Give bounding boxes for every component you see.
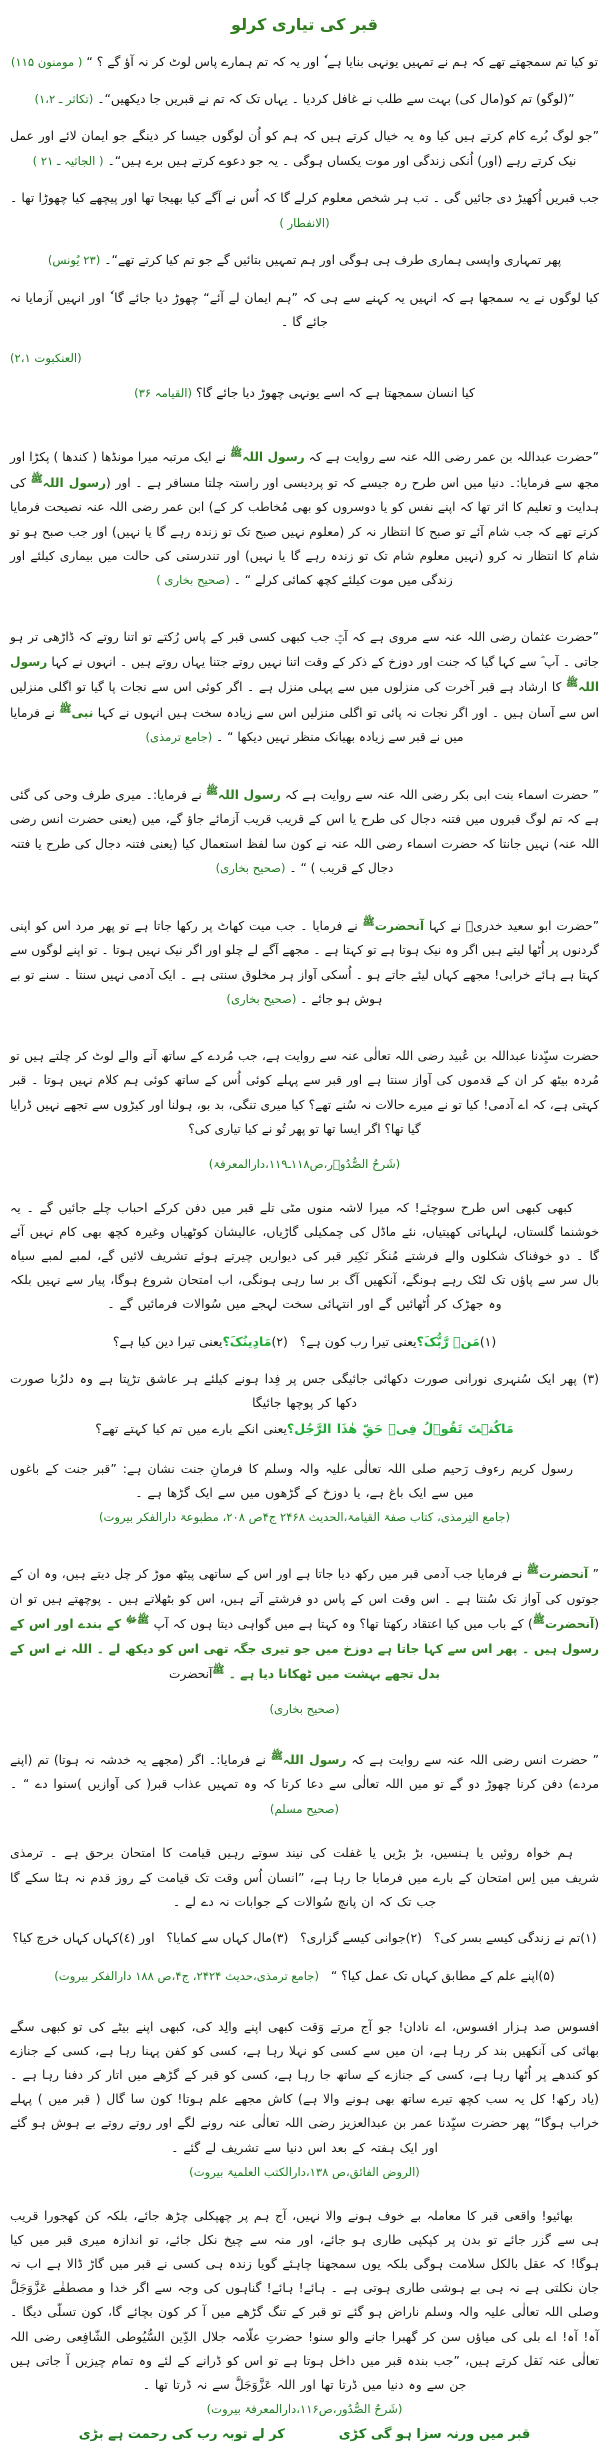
sallallahu-alaihi-wasallam-icon: ﷺ xyxy=(270,1750,283,1762)
verse-text: ”(لوگو) تم کو(مال کی) بہت سے طلب نے غافل کردیا ۔ یہاں تک کہ تم نے قبریں جا دیکھیں“۔ xyxy=(97,91,575,107)
reflection-paragraph: کبھی کبھی اس طرح سوچئے! کہ میرا لاشہ منوں مٹی تلے قبر میں دفن کرکے احباب چلے جائیں گے ۔ یہ خوشنما گلستاں، لہلہاتی کھیتیاں، نئے ماڈل کی چمکیلی گاڑیاں، عالیشان کوٹھیاں وغیرہ کچھ بھی کام نہیں آئے گا ۔ دو خوفناک شکلوں والے فرشتے مُنکَر نَکِیر قبر کی دیواریں چیرتے ہوئے تشریف لائیں گے، لمبے لمبے سیاہ بال سر سے پاؤں تک لٹک رہے ہونگے، آنکھیں آگ بر سا رہی ہونگی، اب امتحان شروع ہوگا، پیار سے نہیں بلکہ وہ جھڑک کر اُٹھائیں گے اور انتہائی سخت لہجے میں سُوالات فرمائیں گے ۔ xyxy=(10,1199,599,1312)
prophet-name: رسول اللہ xyxy=(242,450,305,465)
hadith-part: نے فرمایا:۔ اگر (مجھے یہ خدشہ نہ ہوتا) تم (اپنے مردے) دفن کرنا چھوڑ دو گے تو میں اللہ تعالٰی سے دعا کرتا کہ وہ تمہیں عذاب قبر( کی آوازیں )سنوا دے “ ۔ xyxy=(10,1752,599,1792)
section-spacer xyxy=(10,893,599,901)
azzawajal-icon: ﷻ xyxy=(125,1615,138,1627)
prophet-name: رسول اللہ xyxy=(42,475,106,490)
sallallahu-alaihi-wasallam-icon: ﷺ xyxy=(526,1565,539,1577)
grave-statement-text: رسول کریم رءوف رَحیم صلی اللہ تعالٰی علیہ والہ وسلم کا فرمانِ جنت نشان ہے: ”قبر جنت کے باغوں میں سے ایک باغ ہے، یا دوزخ کے گڑھوں میں سے ایک گڑھا ہے ۔ xyxy=(10,1461,573,1501)
exam-questions-row xyxy=(10,1926,599,1951)
hadith-part: نے فرمایا ۔ جب میت کھاٹ پر رکھا جاتا ہے تو پھر مرد اس کو اپنی گردنوں پر اُٹھا لیتے ہیں اگر وہ نیک ہوتا ہے تو کہتا ہے ۔ مجھے آگے لے چلو اور اگر نیک نہیں ہوتا ۔ تو اپنے لوگوں سے کہتا ہے ہائے خرابی! مجھے کہاں لیئے جاتے ہو ۔ اُسکی آواز ہر مخلوق سنتی ہے ۔ ایک آدمی نہیں سنتا ۔ سنے تو بے ہوش ہو جائے ۔ xyxy=(10,918,599,1007)
closing-section xyxy=(10,2204,599,2420)
section-spacer xyxy=(10,605,599,613)
sallallahu-alaihi-wasallam-icon: ﷺ xyxy=(230,448,243,460)
hadith-part: کی ہدایت و تعلیم کا اثر تھا کہ اپنے نفس کو یا دوسروں کو بھی مُخاطب کر کے) ابن عمر رضی اللہ عنہ نصیحت فرمایا کرتے تھے کہ جب شام آئے تو صبح کا انتظار نہ کر (معلوم نہیں صبح تک تو زندہ رہے گا یا نہیں) اور جب صبح ہو تو شام کا انتظار نہ کرو (نہیں معلوم شام تک تو زندہ رہے گا یا نہیں) اور تندرستی کی حالت میں بیماری کیلئے اور زندگی میں موت کیلئے کچھ کمائی کرلے “ ۔ xyxy=(10,475,599,588)
verse-text: پھر تمہاری واپسی ہماری طرف ہی ہوگی اور ہم تمہیں بتائیں گے جو تم کیا کرتے تھے“۔ xyxy=(104,252,562,268)
exam-intro: ہم خواہ روئیں یا ہنسیں، بڑ بڑیں یا غفلت کی نیند سوتے رہیں قیامت کا امتحان برحق ہے ۔ ترمذی شریف میں اِس امتحان کے بارے میں فرمایا جا رہا ہے، ”انسان اُس وقت تک قیامت کے روز قدم نہ ہٹا سکے گا جب تک کہ ان پانچ سُوالات کے جوابات نہ دے لے ۔ xyxy=(10,1845,599,1909)
hadith-abdullah-bin-ubaid xyxy=(10,1044,599,1175)
sallallahu-alaihi-wasallam-icon: ﷺ xyxy=(59,703,72,715)
section-spacer xyxy=(10,1024,599,1032)
quran-verse xyxy=(10,87,599,112)
verse-text: تو کیا تم سمجھتے تھے کہ ہم نے تمہیں یونہی بنایا ہے ٗ اور یہ کہ تم ہمارے پاس لوٹ کر نہ آؤ گے ؟ “ xyxy=(86,53,599,69)
prophet-name: نبی xyxy=(71,705,94,720)
verse-text: کیا لوگوں نے یہ سمجھا ہے کہ انہیں یہ کہنے سے ہی کہ ”ہم ایمان لے آئے“ چھوڑ دیا جائے گا ٗ اور انہیں آزمایا نہ جائے گا ۔ xyxy=(10,289,599,330)
lament-section xyxy=(10,2015,599,2183)
closing-couplet xyxy=(10,2427,599,2448)
question-text: مال کہاں سے کمایا؟ xyxy=(166,1930,272,1946)
section-spacer xyxy=(10,2001,599,2015)
prophet-name: کے بندے اور اس کے رسول ہیں ۔ پھر اس سے کہا جاتا ہے دوزخ میں جو تیری جگہ تھی اس کو دیکھ لے ۔ اللہ نے اس کے بدل تجھے بہشت میں ٹھکانا دیا ہے ۔ xyxy=(10,1617,599,1682)
verse-reference: (العنکبوت ۲،۱) xyxy=(10,350,82,365)
prophet-name: رسول اللہ xyxy=(282,1752,347,1767)
hadith-text xyxy=(10,625,599,749)
question-conjunction: اور xyxy=(139,1930,155,1946)
hadith-part: کا ارشاد ہے قبر آخرت کی منزلوں میں سے پہلی منزل ہے ۔ اگر کوئی اس سے نجات پا گیا تو اگلی منزلیں اس سے آسان ہیں ۔ اور اگر نجات نہ پائی تو اگلی منزلیں اس سے زیادہ سخت ہیں انہوں نے کہا xyxy=(10,680,599,720)
verse-text: ”جو لوگ بُرے کام کرتے ہیں کیا وہ یہ خیال کرتے ہیں کہ ہم کو اُن لوگوں جیسا کر دینگے جو ایمان لائے اور عمل نیک کرتے رہے (اور) اُنکی زندگی اور موت یکساں ہوگی ۔ یہ جو دعوے کرتے ہیں برے ہیں“۔ xyxy=(10,128,599,169)
hadith-reference: (شَرحُ الصُّدُوۡر،ص۱۱۸ـ۱۱۹،دارالمعرفۃ) xyxy=(208,1156,401,1171)
exam-section xyxy=(10,1841,599,1988)
section-spacer xyxy=(10,762,599,770)
prophet-name: رسول اللہ xyxy=(218,787,281,802)
hadith-part: ” xyxy=(588,1567,599,1582)
hadith-part: نے ایک مرتبہ میرا مونڈھا ( کندھا ) پکڑا اور مجھ سے فرمایا:۔ دنیا میں اس طرح رہ جیسے کہ تو پردیسی اور راستہ چلتا مسافر ہے ۔ اور ( xyxy=(10,450,599,490)
sallallahu-alaihi-wasallam-icon: ﷺ xyxy=(205,785,219,797)
hadith-text xyxy=(10,1747,599,1821)
question-urdu: یعنی تیرا دین کیا ہے؟ xyxy=(112,1333,223,1349)
section-spacer xyxy=(10,1833,599,1841)
question-arabic: مَنۡ رَّبُّکَ؟ xyxy=(416,1333,480,1349)
hadith-text xyxy=(10,1561,599,1686)
question-text: جوانی کیسے گزاری؟ xyxy=(300,1930,406,1946)
exam-question-five-row xyxy=(10,1964,599,1989)
page-title: قبر کی تیاری کرلو xyxy=(231,15,378,34)
hadith-reference: (صحیح بخاری) xyxy=(215,861,286,876)
quran-verse xyxy=(10,50,599,75)
sallallahu-alaihi-wasallam-icon: ﷺ xyxy=(30,473,43,485)
sallallahu-alaihi-wasallam-icon: ﷺ xyxy=(362,916,375,928)
hadith-reference: (صحیح بخاری ) xyxy=(156,573,230,588)
verse-reference: ( الجاثیہ ـ ۲۱ ) xyxy=(32,154,104,169)
question-arabic: مَادِینُکَ؟ xyxy=(222,1333,272,1349)
question-number: (۲) xyxy=(271,1333,288,1349)
quran-verse xyxy=(10,286,599,336)
hadith-usman xyxy=(10,625,599,749)
question-arabic: مَاکُنۡتَ تَقُوۡلُ فِیۡ حَقِّ ھٰذَا الرَّجُل؟ xyxy=(286,1421,514,1437)
section-spacer xyxy=(10,418,599,432)
hadith-reference: (صحیح بخاری) xyxy=(226,992,297,1007)
exam-reference: (جامع ترمذی،حدیث ۲۴۲۴، ج۴،ص ۱۸۸ دارالفکر بیروت) xyxy=(54,1968,319,1983)
hadith-part: حضرت سیِّدنا عبداللہ بن عُبید رضی اللہ تعالٰی عنہ سے روایت ہے، جب مُردے کے ساتھ آنے والے لوٹ کر چلتے ہیں تو مُردہ بیٹھ کر ان کے قدموں کی آواز سنتا ہے اور قبر سے پہلے کوئی اُس کے ساتھ کوئی ہم کلام نہیں ہوتا ۔ قبر کہتی ہے، کہ اے آدمی! کیا تو نے میرے حالات نہ سُنے تھے؟ کیا میری تنگی، بد بو، ہولنا اور کیڑوں سے تجھے نہیں ڈرایا گیا تھا؟ اگر ایسا تھا تو پھر تُو نے کیا تیاری کی؟ xyxy=(10,1048,599,1137)
question-prefix: پھر ایک سُنہری نورانی صورت دکھائی جائیگی جس پر فِدا ہونے کیلئے ہر عاشق تڑپتا ہے وہ دلرُبا صورت دکھا کر پوچھا جائیگا xyxy=(10,1371,577,1411)
grave-statement-reference: (جامع التِرمذی، کتاب صفۃ القیامۃ،الحدیث ۲۴۶۸ ج۴ص ۲۰۸، مطبوعۃ دارالفکر بیروت) xyxy=(98,1510,511,1525)
prophet-name: آنحضرت xyxy=(374,918,425,933)
prophet-name: آنحضرت xyxy=(538,1567,589,1582)
hadith-part: ”حضرت عبداللہ بن عمر رضی اللہ عنہ سے روایت ہے کہ xyxy=(304,450,599,465)
verse-reference: (الانفطار ) xyxy=(279,216,330,231)
closing-reference: (شَرحُ الصُّدُور،ص۱۱۶،دارالمعرفۃ بیروت) xyxy=(206,2402,403,2417)
grave-statement-section xyxy=(10,1457,599,1528)
hadith-reference: (صحیح بخاری) xyxy=(269,1701,340,1716)
section-spacer xyxy=(10,1449,599,1457)
prophet-name: رسول اللہ xyxy=(10,654,599,695)
third-question xyxy=(10,1417,599,1442)
sallallahu-alaihi-wasallam-icon: ﷺ xyxy=(566,678,579,690)
hadith-part: ” حضرت اسماء بنت ابی بکر رضی اللہ عنہ سے روایت ہے کہ xyxy=(280,787,599,802)
verse-reference: (القیامہ ۳۶) xyxy=(134,385,192,400)
couplet-first-hemistich: کر لے توبہ رب کی رحمت ہے بڑی xyxy=(78,2427,285,2443)
hadith-text xyxy=(10,444,599,593)
verse-reference: (تکاثر ـ ۱،۲) xyxy=(34,92,94,107)
hadith-part: ”حضرت عثمان رضی اللہ عنہ سے مروی ہے کہ آپؓ جب کبھی کسی قبر کے پاس رُکتے تو اتنا روتے کہ ڈاڑھی تر ہو جاتی ۔ آپ ؓ سے کہا گیا کہ جنت اور دوزخ کے ذکر کے وقت اتنا نہیں روتے جتنا یہاں روتے ہیں ۔ انہوں نے کہا xyxy=(10,630,599,669)
verse-text: جب قبریں اُکھیڑ دی جائیں گی ۔ تب ہر شخص معلوم کرلے گا کہ اُس نے آگے کیا بھیجا تھا اور پیچھے کیا چھوڑا تھا ۔ xyxy=(10,190,599,206)
quran-verses-section xyxy=(10,50,599,406)
sallallahu-alaihi-wasallam-icon: ﷺ xyxy=(532,1615,545,1627)
question-number: (۳) xyxy=(582,1371,599,1387)
question-number: (۵) xyxy=(538,1967,555,1983)
question-number: (۲) xyxy=(405,1930,422,1946)
hadith-text xyxy=(10,1044,599,1142)
lament-reference: (الروض الفائق،ص ۱۳۸،دارالکتب العلمیۃ بیروت) xyxy=(189,2164,420,2179)
hadith-text xyxy=(10,913,599,1012)
anas-hadith-section xyxy=(10,1747,599,1821)
hadith-part: ) کے باب میں کیا اعتقاد رکھتا تھا؟ وہ کہتا ہے میں گواہی دیتا ہوں کہ آپ xyxy=(149,1617,533,1632)
hadith-part: ” حضرت انس رضی اللہ عنہ سے روایت ہے کہ xyxy=(346,1752,600,1767)
hadith-part: نے فرمایا میں نے قبر سے زیادہ بھیانک منظر نہیں دیکھا “ ۔ xyxy=(10,705,464,744)
question-text: اپنے علم کے مطابق کہاں تک عمل کیا؟ “ xyxy=(330,1967,539,1983)
question-text: تم نے زندگی کیسے بسر کی؟ xyxy=(433,1930,581,1946)
verse-text: کیا انسان سمجھتا ہے کہ اسے یونہی چھوڑ دیا جائے گا؟ xyxy=(195,384,475,400)
quran-verse xyxy=(10,381,599,406)
section-spacer xyxy=(10,1535,599,1549)
sallallahu-alaihi-wasallam-icon: ﷺ xyxy=(212,1665,225,1677)
question-number: (۳) xyxy=(271,1930,289,1946)
alaihis-salam-icon: ﷺ xyxy=(137,1615,150,1627)
section-spacer xyxy=(10,1182,599,1196)
hadith-asma xyxy=(10,782,599,881)
hadith-part: آنحضرت xyxy=(169,1667,213,1682)
hadith-reference: (صحیح مسلم) xyxy=(269,1801,340,1816)
prophet-name: آنحضرت xyxy=(544,1617,595,1632)
quran-verse xyxy=(10,124,599,174)
hadith-text xyxy=(10,782,599,881)
hadith-part: ”حضرت ابو سعید خدریؓ نے کہا xyxy=(424,918,600,933)
question-text: کہاں کہاں خرچ کیا؟ xyxy=(12,1930,119,1946)
question-number: (۱) xyxy=(479,1333,497,1349)
question-number: (۱) xyxy=(580,1930,597,1946)
hadith-part: نے فرمایا جب آدمی قبر میں رکھ دیا جاتا ہے اور اس کے ساتھی پیٹھ موڑ کر چل دیتے ہیں، وہ ان کے جوتوں کی آواز تک سُنتا ہے ۔ اس وقت اس کے پاس دو فرشتے آتے ہیں، اس کو بٹھلاتے ہیں ۔ پوچھتے ہیں تو ان ( xyxy=(10,1567,599,1632)
third-question-intro xyxy=(10,1367,599,1415)
hadith-reference: (جامع ترمذی) xyxy=(145,729,213,744)
question-urdu: یعنی انکے بارے میں تم کیا کہتے تھے؟ xyxy=(95,1421,287,1437)
grave-questions-row xyxy=(10,1329,599,1355)
quran-verse xyxy=(10,186,599,236)
verse-reference: ( مومنون ۱۱۵) xyxy=(10,54,83,69)
couplet-second-hemistich: قبر میں ورنہ سزا ہو گی کڑی xyxy=(338,2427,531,2443)
verse-reference: (۲۳ یُونس) xyxy=(47,253,101,268)
hadith-ibn-umar xyxy=(10,444,599,593)
closing-text: بھائیو! واقعی قبر کا معاملہ بے خوف ہونے والا نہیں، آج ہم پر چھپکلی چڑھ جائے، بلکہ کن کھجورا قریب ہی سے گزر جائے تو بدن پر کپکپی طاری ہو جائے، اور منہ سے چیخ نکل جائے، تو اندازہ میری قبر میں کیا ہوگا! کہ عقل بالکل سلامت ہوگی بلکہ یوں سمجھنا چاہئے گویا زندہ ہی کسی نے قبر میں گاڑ ڈالا ہے اب نہ جان نکلتی ہے نہ ہی بے ہوشی طاری ہوتی ہے ۔ ہائے! ہائے! گناہوں کی وجہ سے اگر خدا و مصطفٰے عَزَّوَجَلَّ وصلی اللہ تعالٰی علیہ والہ وسلم ناراض ہو گئے تو قبر کے تنگ گڑھے میں آ کر کون بچائے گا، کون تسلّی دیگا ۔ آہ! آہ! اے بلی کی میاؤں سن کر گھبرا جانے والو سنو! حضرتِ علّامہ جلال الدِّین السُّیُوطی الشّافِعی رضی اللہ تعالٰی عنہ نَقل کرتے ہیں، ”جب بندہ قبر میں داخل ہوتا ہے تو اس کو ڈرانے کے لئے وہ تمام چیزیں آ جاتی ہیں جن سے وہ دنیا میں ڈرتا تھا اور اللہ عَزَّوَجَلَّ سے نہ ڈرتا تھا ۔ xyxy=(10,2207,599,2392)
two-angels-hadith-section xyxy=(10,1561,599,1719)
hadith-abu-saeed xyxy=(10,913,599,1012)
section-spacer xyxy=(10,2190,599,2204)
question-number: (٤) xyxy=(118,1930,136,1946)
question-urdu: یعنی تیرا رب کون ہے؟ xyxy=(299,1333,417,1349)
lament-text: افسوس صد ہزار افسوس، اے نادان! جو آج مرتے وَقت کبھی اپنے والِد کی، کبھی اپنے بیٹے کی تو کبھی سگے بھائی کی آنکھیں بند کر رہا ہے، ان میں سے کسی کو نہلا رہا ہے، کسی کو کفن پہنا رہا ہے، کسی کے جنازے کو کندھے پر اُٹھا رہا ہے، کسی کے جنازے کے ساتھ جا رہا ہے، کسی کو قبر کے گڑھے میں اتار کر دفنا رہا ہے ۔ (یاد رکھ! کل یہ سب کچھ تیرے ساتھ بھی ہونے والا ہے) کاش مجھے علم ہوتا! کون سا گال ( قبر میں ) پہلے خراب ہوگا“ پھر حضرت سیِّدنا عمر بن عبدالعزیز رضی اللہ تعالٰی عنہ رونے لگے اور روتے روتے بے ہوش ہو گئے اور ایک ہفتہ کے بعد اس دنیا سے تشریف لے گئے ۔ xyxy=(10,2018,599,2155)
section-spacer xyxy=(10,1727,599,1735)
reflection-section xyxy=(10,1196,599,1442)
quran-verse xyxy=(10,248,599,273)
hadith-part: نے فرمایا:۔ میری طرف وحی کی گئی ہے کہ تم لوگ قبروں میں فتنہ دجال کی طرح یا اس کے قریب قریب آزمائے جاؤ گے، میں (یعنی حضرت انس رضی اللہ عنہ) نہیں جانتا کہ حضرت اسماء رضی اللہ عنہ نے کون سا لفظ استعمال کیا (یعنی فتنہ دجال کی طرح یا فتنہ دجال کے قریب ) “ ۔ xyxy=(10,787,599,876)
